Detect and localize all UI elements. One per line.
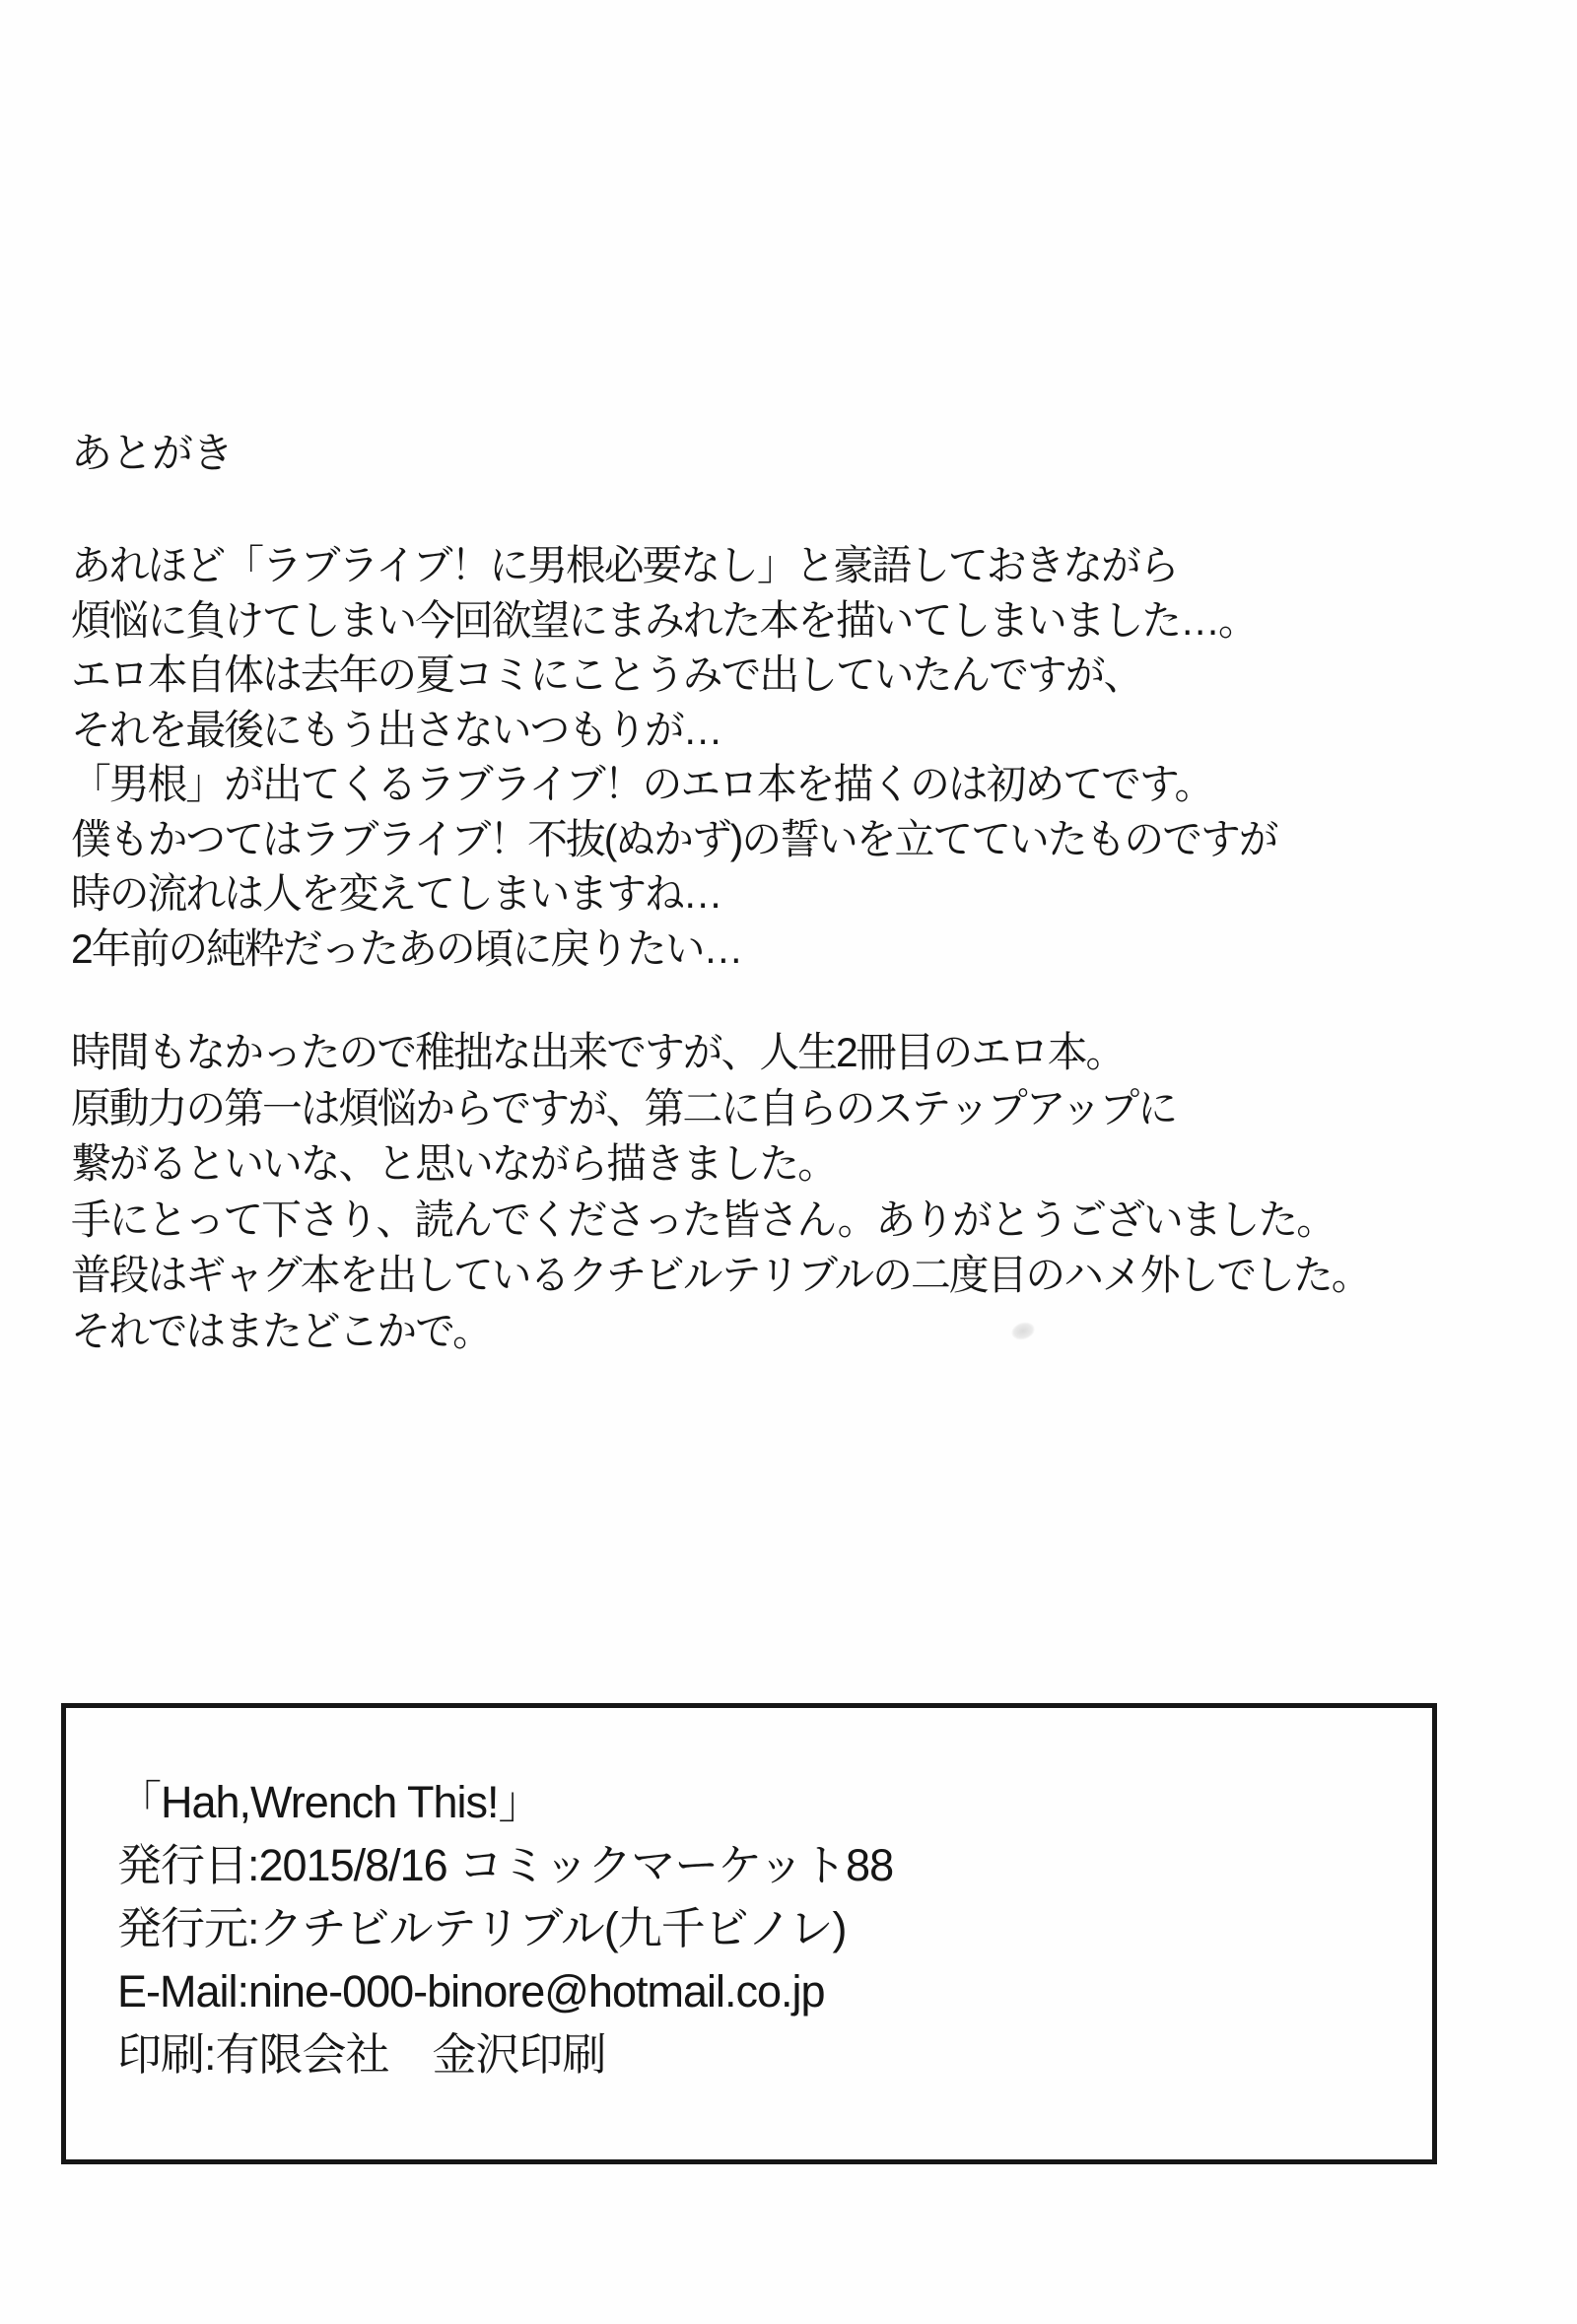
afterword-line: 「男根」が出てくるラブライブ！のエロ本を描くのは初めてです。 (71, 761, 1213, 807)
afterword-line: 普段はギャグ本を出しているクチビルテリブルの二度目のハメ外しでした。 (71, 1252, 1370, 1298)
colophon-printer: 印刷:有限会社 金沢印刷 (117, 2029, 606, 2080)
afterword-line: 煩悩に負けてしまい今回欲望にまみれた本を描いてしまいました…。 (71, 596, 1257, 644)
afterword-line: 2年前の純粋だったあの頃に戻りたい… (71, 924, 742, 972)
afterword-paragraph-1 (71, 538, 1314, 976)
colophon-content (66, 1708, 1432, 2086)
afterword-line: 時の流れは人を変えてしまいますね… (71, 870, 721, 917)
afterword-line: 手にとって下さり、読んでくださった皆さん。ありがとうございました。 (71, 1196, 1336, 1243)
colophon-publisher: 発行元:クチビルテリブル(九千ビノレ) (117, 1903, 847, 1953)
afterword-heading: あとがき (71, 430, 234, 476)
colophon-box (61, 1703, 1437, 2164)
colophon-title: 「Hah,Wrench This!」 (117, 1777, 542, 1827)
colophon-publish-date: 発行日:2015/8/16 コミックマーケット88 (117, 1840, 894, 1890)
afterword-line: 時間もなかったので稚拙な出来ですが、人生2冊目のエロ本。 (71, 1029, 1125, 1075)
afterword-line: それではまたどこかで。 (71, 1307, 491, 1354)
colophon-email: E-Mail:nine-000-binore@hotmail.co.jp (117, 1966, 825, 2016)
afterword-line: 僕もかつてはラブライブ！不抜(ぬかず)の誓いを立てていたものですが (71, 815, 1277, 862)
afterword-line: 原動力の第一は煩悩からですが、第二に自らのステップアップに (71, 1084, 1177, 1131)
afterword-line: それを最後にもう出さないつもりが… (71, 706, 721, 753)
afterword-line: 繋がるといいな、と思いながら描きました。 (71, 1140, 837, 1187)
afterword-line: あれほど「ラブライブ！に男根必要なし」と豪語しておきながら (71, 542, 1178, 588)
afterword-line: エロ本自体は去年の夏コミにことうみで出していたんですが、 (71, 651, 1142, 698)
afterword-paragraph-2 (71, 1025, 1409, 1359)
